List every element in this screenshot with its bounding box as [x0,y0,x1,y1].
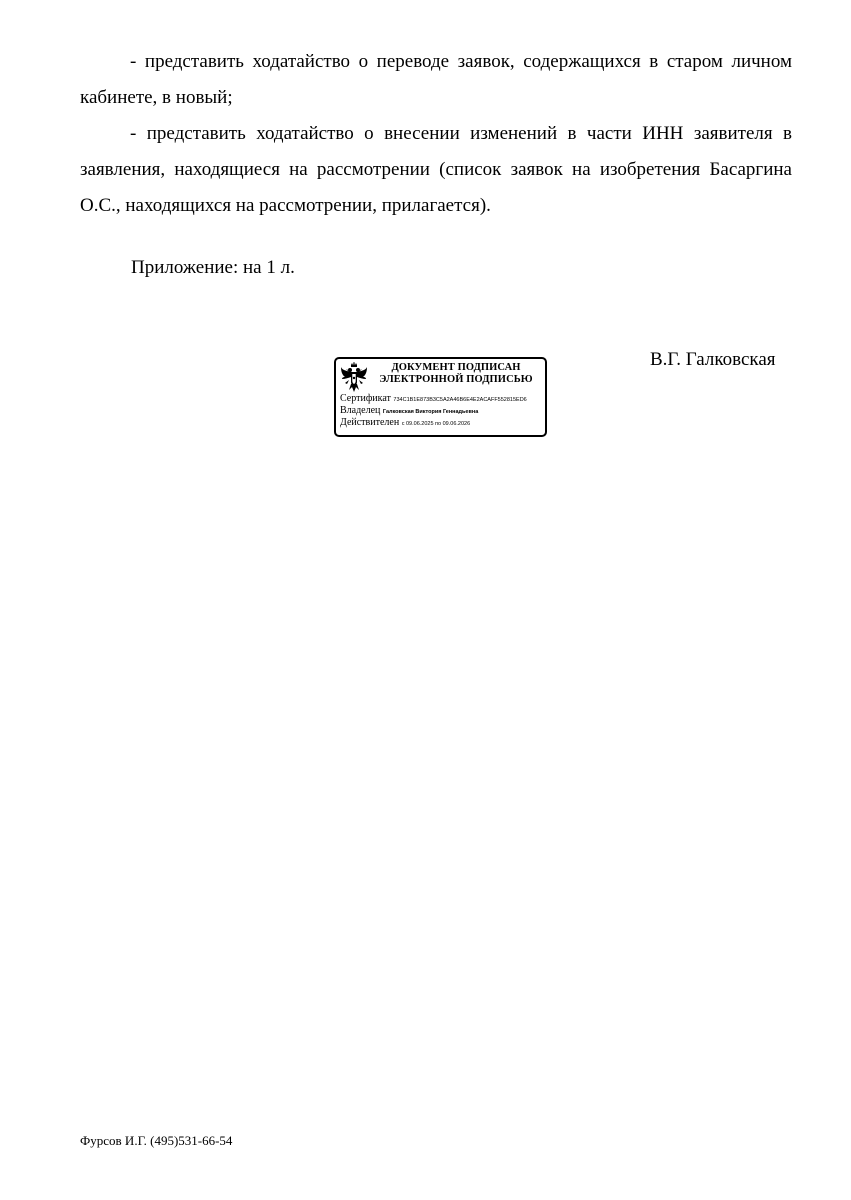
stamp-validity-row [340,417,470,430]
stamp-owner-label: Владелец [340,405,381,416]
stamp-validity-label: Действителен [340,417,400,428]
electronic-signature-stamp [334,357,547,437]
appendix-note: Приложение: на 1 л. [131,257,295,278]
stamp-owner-value: Галковская Виктория Геннадьевна [382,409,479,415]
stamp-heading-line2: ЭЛЕКТРОННОЙ ПОДПИСЬЮ [379,374,533,385]
footer-contact: Фурсов И.Г. (495)531-66-54 [80,1133,233,1148]
body-text [80,44,792,224]
russian-coat-of-arms-icon [340,362,368,394]
stamp-certificate-value: 734C1B1E873B3C5A2A46B6E4E2ACAFF552815ED6 [393,397,527,403]
paragraph-transfer-request: - представить ходатайство о переводе заявок, содержащихся в старом личном кабинете, в новый; [80,51,792,108]
stamp-validity-value: с 09.06.2025 по 09.06.2026 [401,421,471,427]
stamp-heading [368,362,544,386]
signer-name: В.Г. Галковская [650,349,776,370]
stamp-heading-line1: ДОКУМЕНТ ПОДПИСАН [391,362,521,373]
stamp-certificate-label: Сертификат [340,393,391,404]
paragraph-inn-change-request: - представить ходатайство о внесении изменений в части ИНН заявителя в заявления, находящиеся на рассмотрении (список заявок на изобретения Басаргина О.С., находящихся на рассмотрении, прилагается). [80,123,792,216]
